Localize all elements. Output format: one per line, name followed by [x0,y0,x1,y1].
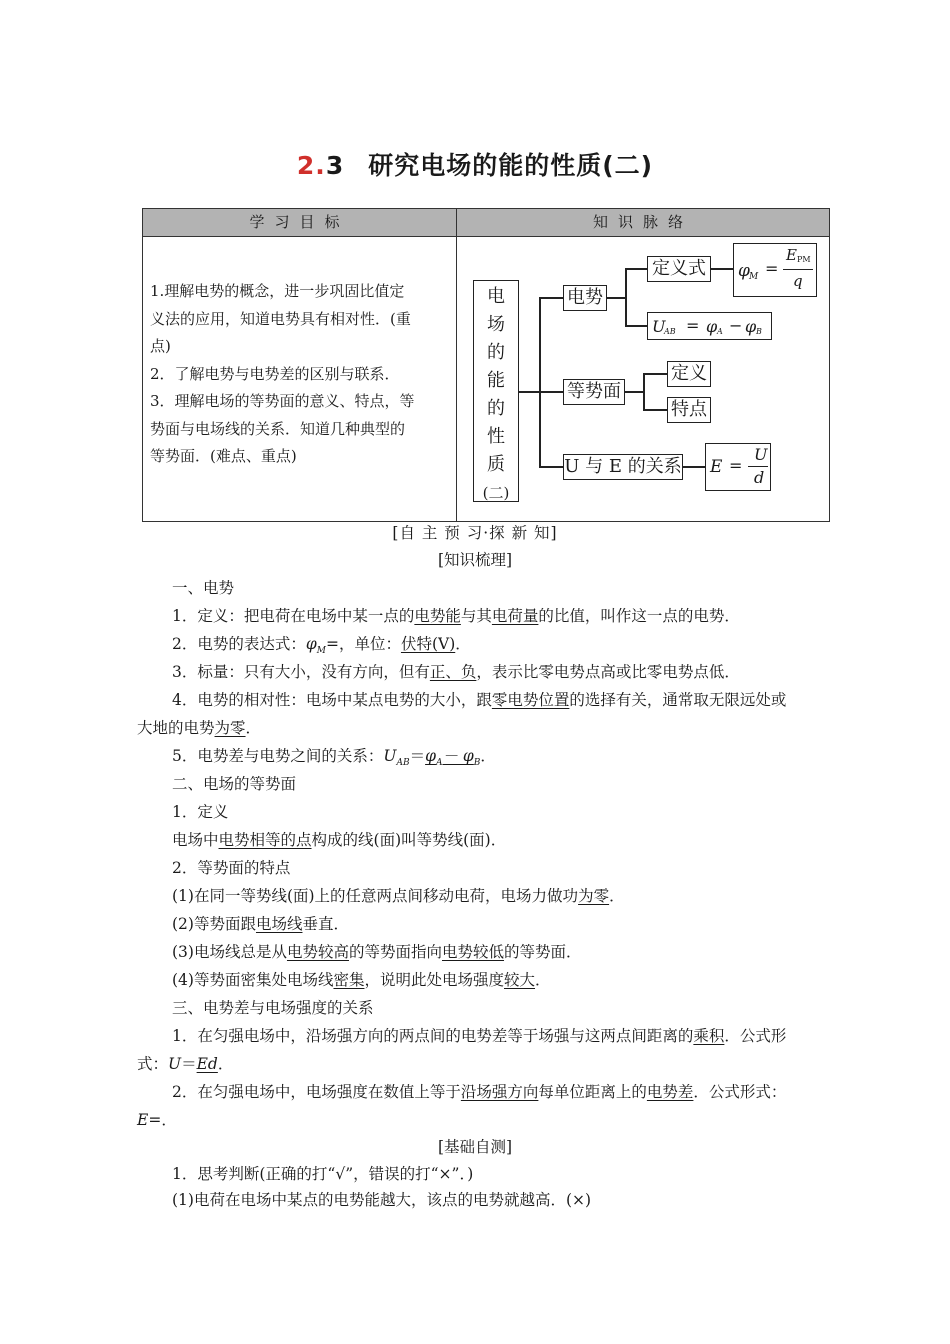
para-eq-definition: 电场中电势相等的点构成的线(面)叫等势线(面)． [172,831,507,849]
map-node-equipotential: 等势面 [563,379,625,405]
feature-3: (3)电场线总是从电势较高的等势面指向电势较低的等势面． [172,943,582,961]
map-node-definition-formula: 定义式 [647,256,711,282]
map-node-definition: 定义 [667,361,711,387]
feature-2: (2)等势面跟电场线垂直． [172,915,349,933]
para-relation: 5．电势差与电势之间的关系：$U_{AB}=\varphi_A- \varphi_B$． [172,747,496,769]
goal-line: 1.理解电势的概念，进一步巩固比值定 [150,282,405,300]
heading-potential: 一、电势 [172,579,235,597]
section-tag-selftest: [基础自测] [437,1138,513,1156]
col-header-objectives: 学习目标 [249,213,350,231]
heading-relation: 三、电势差与电场强度的关系 [172,999,374,1017]
goal-line: 等势面．(难点、重点) [150,447,297,465]
map-formula-phi: φ M = E PM q [733,243,817,297]
goal-line: 点) [150,337,171,355]
relation-1: 1．在匀强电场中，沿场强方向的两点间的电势差等于场强与这两点间距离的乘积．公式形 [172,1027,787,1045]
feature-1: (1)在同一等势线(面)上的任意两点间移动电荷，电场力做功为零． [172,887,625,905]
para-relativity: 4．电势的相对性：电场中某点电势的大小，跟零电势位置的选择有关，通常取无限远处或 [172,691,787,709]
section-tag-knowledge: [知识梳理] [437,551,513,569]
goal-line: 2．了解电势与电势差的区别与联系． [150,364,400,383]
relation-2-cont: E=． [137,1111,177,1129]
feature-4: (4)等势面密集处电场线密集，说明此处电场强度较大． [172,971,551,989]
map-root: 电 场 的 能 的 性 质 (二) [473,280,519,502]
map-node-features: 特点 [667,397,711,423]
map-formula-e: E = U d [705,443,771,491]
question-1-item-1: (1)电荷在电场中某点的电势能越大，该点的电势就越高．(×) [172,1191,592,1209]
page-title: 2.3 研究电场的能的性质(二) [296,151,654,180]
sub-definition: 1．定义 [172,803,229,821]
para-relativity-cont: 大地的电势为零． [137,719,262,737]
relation-1-cont: 式：U＝Ed． [137,1055,234,1073]
section-tag-preview: [自 主 预 习·探 新 知] [392,524,558,542]
col-header-knowledge: 知识脉络 [592,213,693,231]
map-node-u-e-relation: U 与 E 的关系 [563,454,683,480]
learning-goals [150,278,448,471]
sub-features: 2．等势面的特点 [172,859,291,877]
goal-line: 3．理解电场的等势面的意义、特点，等 [150,392,415,410]
map-node-potential: 电势 [563,285,607,311]
heading-equipotential: 二、电场的等势面 [172,775,297,793]
goal-line: 义法的应用，知道电势具有相对性．(重 [150,309,411,328]
map-formula-uab: U AB = φ A − φ B [647,312,772,340]
goal-line: 势面与电场线的关系．知道几种典型的 [150,419,406,438]
question-1: 1．思考判断(正确的打“√”，错误的打“×”．) [172,1165,474,1183]
para-expression: 2．电势的表达式：$\varphi_M=$，单位：伏特(V)． [172,635,471,657]
para-definition: 1．定义：把电荷在电场中某一点的电势能与其电荷量的比值，叫作这一点的电势． [172,607,740,625]
para-scalar: 3．标量：只有大小，没有方向，但有正、负，表示比零电势点高或比零电势点低． [172,663,740,681]
relation-2: 2．在匀强电场中，电场强度在数值上等于沿场强方向每单位距离上的电势差．公式形式： [172,1083,787,1101]
